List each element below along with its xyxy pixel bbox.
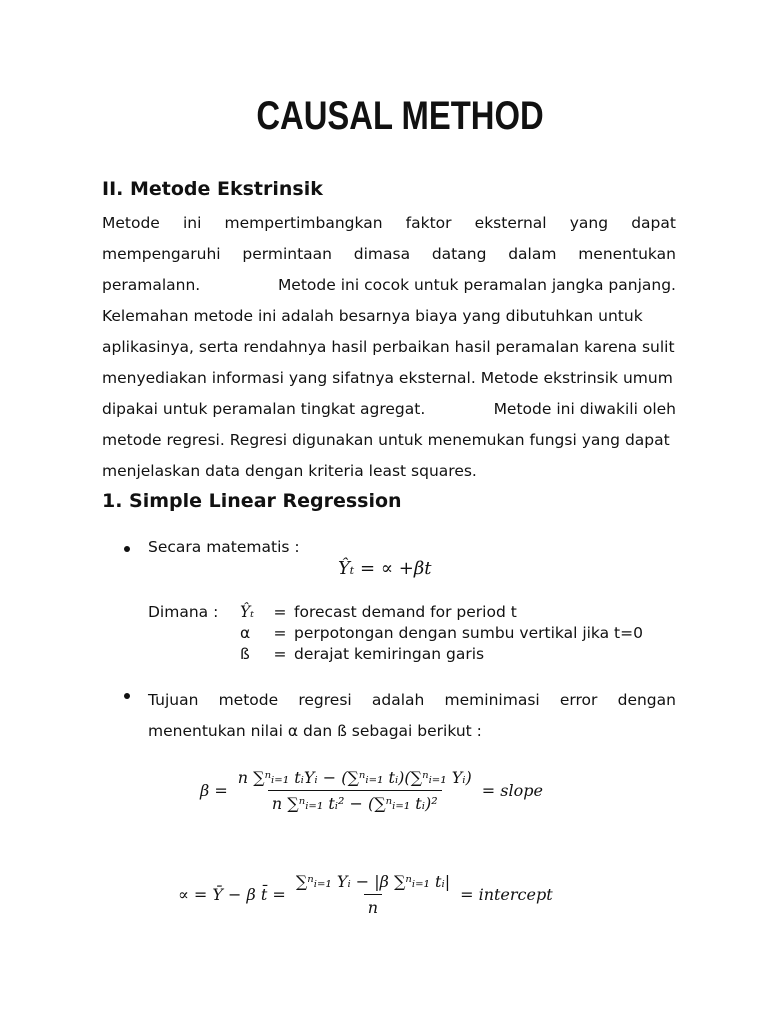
dimana-label: Dimana :: [148, 603, 219, 621]
paragraph-line: [102, 363, 676, 394]
paragraph-line: [102, 239, 676, 270]
bullet-line: [148, 685, 676, 716]
regression-equation: Ŷₜ = ∝ +βt: [338, 558, 432, 579]
bullet-word: adalah: [371, 691, 425, 709]
definition-symbol: ß: [240, 645, 250, 663]
bullet-dot: [124, 693, 130, 699]
formula-lhs: β =: [200, 781, 228, 800]
definition-row: [148, 602, 643, 623]
definition-symbol: α: [240, 624, 251, 642]
paragraph-word: dapat: [631, 214, 676, 232]
definition-equals: =: [273, 624, 287, 642]
paragraph-word: menjelaskan data dengan kriteria least squares.: [102, 462, 477, 480]
paragraph-word: datang: [431, 245, 487, 263]
definition-symbol: Ŷₜ: [240, 603, 255, 621]
definition-text: forecast demand for period t: [294, 603, 517, 621]
bullet-text: [148, 685, 676, 747]
paragraph-word: Metode: [102, 214, 160, 232]
formula-rhs: = slope: [481, 781, 543, 800]
paragraph-line: [102, 394, 676, 425]
paragraph-word: permintaan: [242, 245, 332, 263]
bullet-dot: [124, 546, 130, 552]
page-title: CAUSAL METHOD: [256, 94, 544, 138]
formula-lhs: ∝ = Ȳ − β t̄ =: [178, 885, 286, 904]
paragraph-word: eksternal: [474, 214, 547, 232]
section-paragraph: [102, 208, 676, 487]
paragraph-word: menyediakan informasi yang sifatnya eksternal. Metode ekstrinsik umum: [102, 369, 673, 387]
paragraph-word: mempengaruhi: [102, 245, 221, 263]
bullet-line: menentukan nilai α dan ß sebagai berikut :: [148, 722, 482, 740]
beta-formula: [200, 768, 543, 813]
paragraph-line: [102, 301, 676, 332]
bullet-word: Tujuan: [148, 691, 199, 709]
paragraph-word: mempertimbangkan: [224, 214, 383, 232]
formula-rhs: = intercept: [460, 885, 553, 904]
paragraph-word: menentukan: [578, 245, 676, 263]
paragraph-line: [102, 456, 676, 487]
formula-numerator: n ∑ⁿᵢ₌₁ tᵢYᵢ − (∑ⁿᵢ₌₁ tᵢ)(∑ⁿᵢ₌₁ Yᵢ): [237, 768, 472, 787]
bullet-word: dengan: [617, 691, 676, 709]
paragraph-line: [102, 425, 676, 456]
paragraph-word: dalam: [508, 245, 557, 263]
bullet-word: error: [559, 691, 598, 709]
formula-fraction: [292, 872, 454, 917]
definition-row: [148, 644, 643, 665]
paragraph-word: dimasa: [353, 245, 411, 263]
definition-equals: =: [273, 603, 287, 621]
paragraph-word: Kelemahan metode ini adalah besarnya biaya yang dibutuhkan untuk: [102, 307, 643, 325]
paragraph-line: [102, 270, 676, 301]
definition-equals: =: [273, 645, 287, 663]
formula-fraction: [234, 768, 476, 813]
definition-text: perpotongan dengan sumbu vertikal jika t=0: [294, 624, 643, 642]
bullet-label: Secara matematis :: [148, 538, 300, 556]
paragraph-line: [102, 332, 676, 363]
paragraph-word: ini: [182, 214, 202, 232]
definition-row: [148, 623, 643, 644]
definition-text: derajat kemiringan garis: [294, 645, 485, 663]
section-heading: II. Metode Ekstrinsik: [102, 178, 323, 200]
paragraph-word: peramalann.: [102, 276, 201, 294]
paragraph-word: Metode ini cocok untuk peramalan jangka panjang.: [277, 276, 676, 294]
paragraph-line: [102, 208, 676, 239]
definition-list: [148, 602, 643, 665]
alpha-formula: [178, 872, 553, 917]
paragraph-word: aplikasinya, serta rendahnya hasil perbaikan hasil peramalan karena sulit: [102, 338, 675, 356]
paragraph-word: metode regresi. Regresi digunakan untuk menemukan fungsi yang dapat: [102, 431, 670, 449]
formula-denominator: n: [364, 894, 382, 917]
paragraph-word: yang: [569, 214, 609, 232]
formula-numerator: ∑ⁿᵢ₌₁ Yᵢ − |β ∑ⁿᵢ₌₁ tᵢ|: [295, 872, 451, 891]
paragraph-word: Metode ini diwakili oleh: [493, 400, 676, 418]
paragraph-word: dipakai untuk peramalan tingkat agregat.: [102, 400, 426, 418]
bullet-word: regresi: [298, 691, 352, 709]
bullet-word: meminimasi: [444, 691, 540, 709]
formula-denominator: n ∑ⁿᵢ₌₁ tᵢ² − (∑ⁿᵢ₌₁ tᵢ)²: [268, 790, 442, 813]
bullet-word: metode: [218, 691, 279, 709]
subsection-heading: 1. Simple Linear Regression: [102, 490, 402, 512]
paragraph-word: faktor: [405, 214, 452, 232]
